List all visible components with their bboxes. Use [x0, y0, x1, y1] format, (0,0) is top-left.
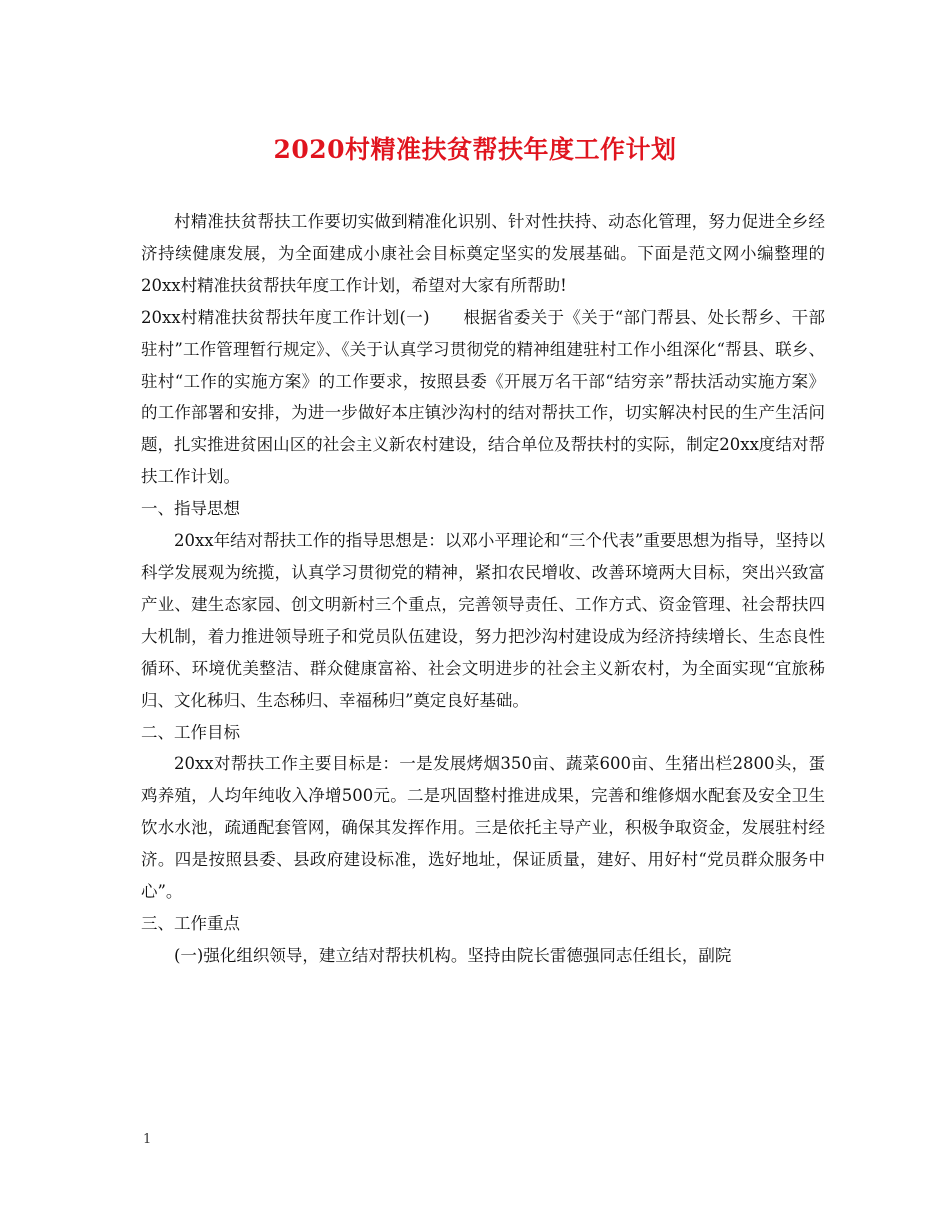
goals-paragraph: 20xx对帮扶工作主要目标是：一是发展烤烟350亩、蔬菜600亩、生猪出栏2800头，蛋鸡养殖，人均年纯收入净增500元。二是巩固整村推进成果，完善和维修烟水配套及安全卫生饮水水池，疏通配套管网，确保其发挥作用。三是依托主导产业，积极争取资金，发展驻村经济。四是按照县委、县政府建设标准，选好地址，保证质量，建好、用好村“党员群众服务中心”。	[141, 754, 825, 902]
section-heading-key-points: 三、工作重点	[141, 913, 240, 933]
section-heading-goals: 二、工作目标	[141, 722, 240, 742]
section-heading-guiding-thought: 一、指导思想	[141, 499, 240, 519]
intro-paragraph: 村精准扶贫帮扶工作要切实做到精准化识别、针对性扶持、动态化管理，努力促进全乡经济持续健康发展，为全面建成小康社会目标奠定坚实的发展基础。下面是范文网小编整理的20xx村精准扶贫帮扶年度工作计划，希望对大家有所帮助!	[141, 212, 825, 295]
page-number: 1	[143, 1132, 152, 1147]
document-title: 2020村精准扶贫帮扶年度工作计划	[273, 135, 677, 164]
guiding-thought-paragraph: 20xx年结对帮扶工作的指导思想是：以邓小平理论和“三个代表”重要思想为指导，坚持以科学发展观为统揽，认真学习贯彻党的精神，紧扣农民增收、改善环境两大目标，突出兴致富产业、建生态家园、创文明新村三个重点，完善领导责任、工作方式、资金管理、社会帮扶四大机制，着力推进领导班子和党员队伍建设，努力把沙沟村建设成为经济持续增长、生态良性循环、环境优美整洁、群众健康富裕、社会文明进步的社会主义新农村，为全面实现“宜旅秭归、文化秭归、生态秭归、幸福秭归”奠定良好基础。	[141, 531, 825, 710]
plan-one-paragraph: 20xx村精准扶贫帮扶年度工作计划(一) 根据省委关于《关于“部门帮县、处长帮乡、干部驻村”工作管理暂行规定》、《关于认真学习贯彻党的精神组建驻村工作小组深化“帮县、联乡、驻村“工作的实施方案》的工作要求，按照县委《开展万名干部“结穷亲”帮扶活动实施方案》的工作部署和安排，为进一步做好本庄镇沙沟村的结对帮扶工作，切实解决村民的生产生活问题，扎实推进贫困山区的社会主义新农村建设，结合单位及帮扶村的实际，制定20xx度结对帮扶工作计划。	[141, 307, 825, 487]
key-points-paragraph: (一)强化组织领导，建立结对帮扶机构。坚持由院长雷德强同志任组长，副院	[174, 945, 732, 965]
document-body	[141, 206, 825, 972]
